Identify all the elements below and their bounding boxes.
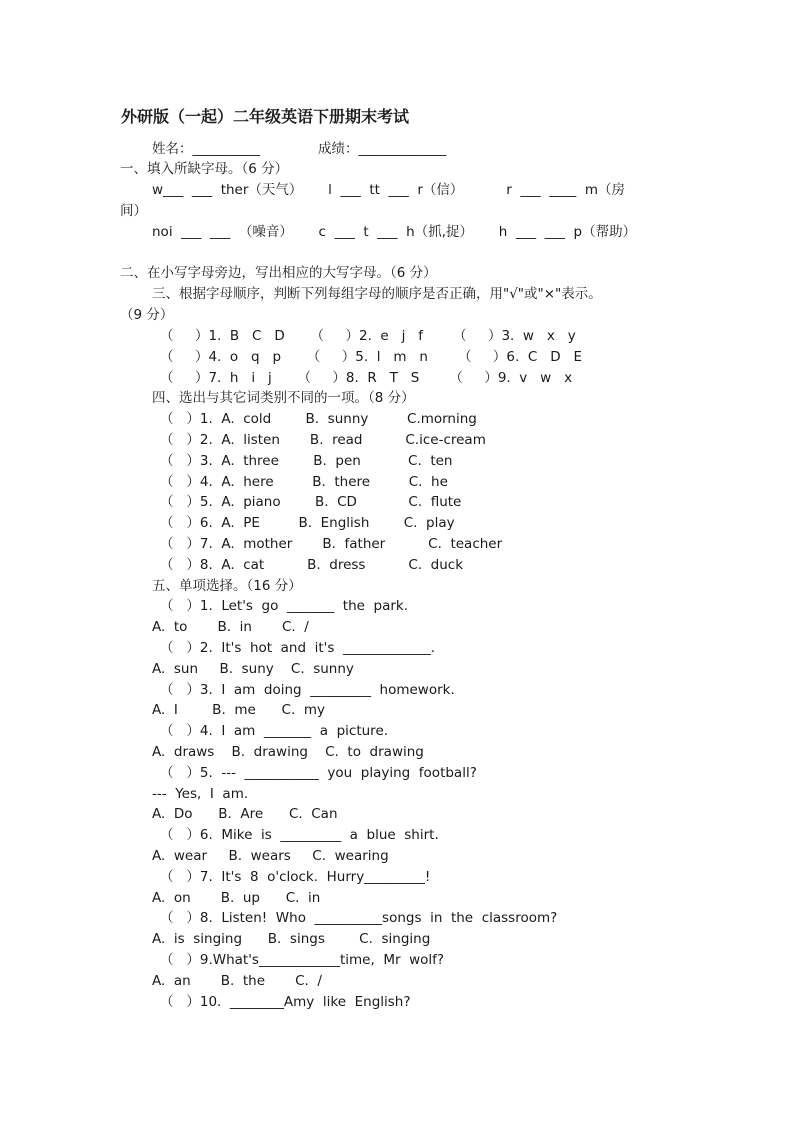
question-stem: （ ）3. I am doing _________ homework. [160,682,455,698]
section-3-heading: 三、根据字母顺序，判断下列每组字母的顺序是否正确，用"√"或"×"表示。 [152,286,602,302]
answer-options: A. an B. the C. / [152,973,322,989]
dialogue-reply: --- Yes, I am. [152,786,249,802]
section-3-heading-wrap: （9 分） [120,307,174,323]
section-4-row: （ ）2. A. listen B. read C.ice-cream [160,432,486,448]
section-4-row: （ ）5. A. piano B. CD C. flute [160,494,462,510]
question-stem: （ ）8. Listen! Who __________songs in the classroom? [160,910,558,926]
question-stem: （ ）10. ________Amy like English? [160,994,411,1010]
answer-options: A. is singing B. sings C. singing [152,931,431,947]
question-stem: （ ）7. It's 8 o'clock. Hurry_________! [160,869,431,885]
exam-title: 外研版（一起）二年级英语下册期末考试 [121,107,410,126]
section-5-heading: 五、单项选择。（16 分） [152,578,302,594]
answer-options: A. to B. in C. / [152,619,309,635]
question-stem: （ ）6. Mike is _________ a blue shirt. [160,827,439,843]
section-1-line-wrap: 间） [120,203,147,219]
answer-options: A. wear B. wears C. wearing [152,848,389,864]
section-1-line: noi ___ ___ （噪音） c ___ t ___ h（抓,捉） h ___ ___ p（帮助） [152,224,637,240]
answer-options: A. Do B. Are C. Can [152,806,338,822]
section-4-row: （ ）7. A. mother B. father C. teacher [160,536,503,552]
section-1-line: w___ ___ ther（天气） l ___ tt ___ r（信） r ___ ____ m（房 [152,182,625,198]
section-4-row: （ ）3. A. three B. pen C. ten [160,453,453,469]
section-4-row: （ ）4. A. here B. there C. he [160,474,448,490]
section-2-heading: 二、在小写字母旁边，写出相应的大写字母。（6 分） [120,265,437,281]
section-4-row: （ ）1. A. cold B. sunny C.morning [160,411,477,427]
section-4-row: （ ）6. A. PE B. English C. play [160,515,455,531]
section-3-row: （ ）1. B C D （ ）2. e j f （ ）3. w x y [160,328,576,344]
answer-options: A. I B. me C. my [152,702,325,718]
name-field-label: 姓名：__________ [152,141,260,157]
section-3-row: （ ）7. h i j （ ）8. R T S （ ）9. v w x [160,370,573,386]
answer-options: A. draws B. drawing C. to drawing [152,744,424,760]
question-stem: （ ）4. I am _______ a picture. [160,723,389,739]
question-stem: （ ）5. --- ___________ you playing football? [160,765,477,781]
section-4-row: （ ）8. A. cat B. dress C. duck [160,557,464,573]
answer-options: A. sun B. suny C. sunny [152,661,354,677]
answer-options: A. on B. up C. in [152,890,321,906]
section-4-heading: 四、选出与其它词类别不同的一项。（8 分） [152,390,415,406]
score-field-label: 成绩：_____________ [318,141,447,157]
section-1-heading: 一、填入所缺字母。（6 分） [120,161,289,177]
question-stem: （ ）9.What's____________time, Mr wolf? [160,952,445,968]
section-3-row: （ ）4. o q p （ ）5. l m n （ ）6. C D E [160,349,582,365]
question-stem: （ ）1. Let's go _______ the park. [160,598,409,614]
question-stem: （ ）2. It's hot and it's _____________. [160,640,436,656]
